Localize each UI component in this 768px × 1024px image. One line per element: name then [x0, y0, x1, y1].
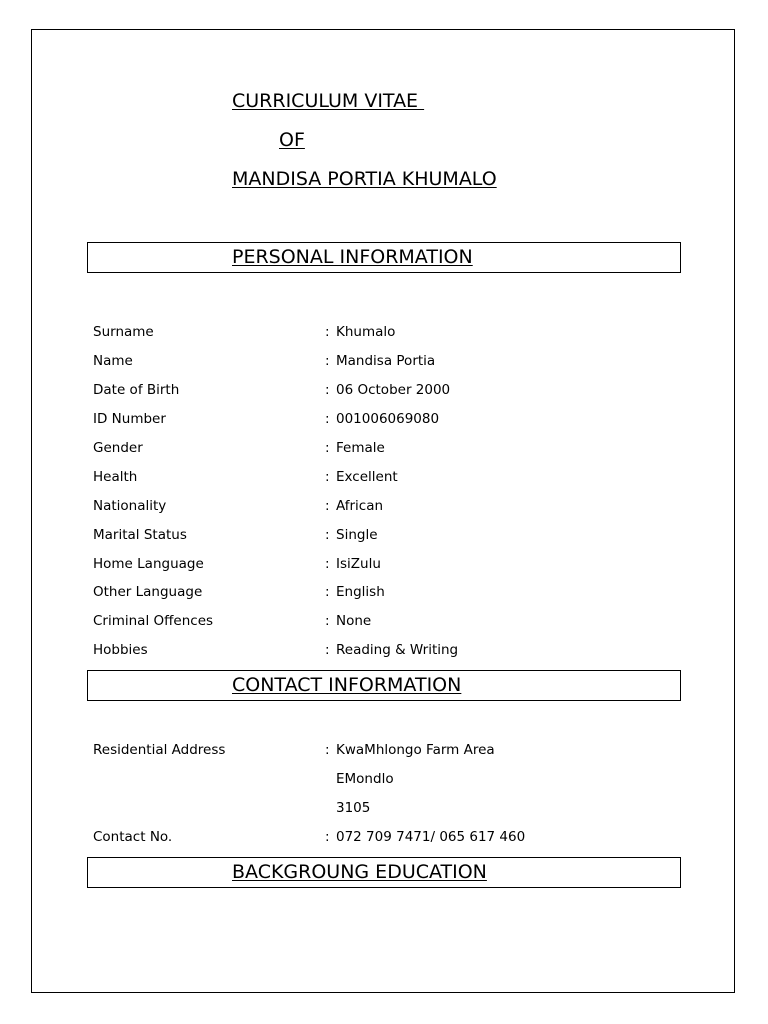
info-value: Female [336, 440, 385, 456]
info-separator: : [325, 498, 330, 514]
info-row-nationality [93, 496, 693, 516]
info-row-date-of-birth [93, 380, 693, 400]
info-value: Khumalo [336, 324, 396, 340]
info-separator: : [325, 469, 330, 485]
info-row-name [93, 351, 693, 371]
info-row-hobbies [93, 640, 693, 660]
info-label: Name [93, 353, 133, 369]
info-value: Single [336, 527, 378, 543]
info-row-surname [93, 322, 693, 342]
info-separator: : [325, 324, 330, 340]
info-label: Home Language [93, 556, 204, 572]
info-row-id-number [93, 409, 693, 429]
personal-information-heading: PERSONAL INFORMATION [232, 246, 473, 268]
contact-row-address-2 [93, 769, 693, 789]
personal-information-heading-box [87, 242, 681, 273]
contact-information-heading-box [87, 670, 681, 701]
info-row-criminal-offences [93, 611, 693, 631]
info-separator: : [325, 642, 330, 658]
info-value: IsiZulu [336, 556, 381, 572]
address-line: EMondlo [336, 771, 394, 787]
info-label: Date of Birth [93, 382, 180, 398]
info-row-home-language [93, 554, 693, 574]
info-separator: : [325, 440, 330, 456]
info-separator: : [325, 411, 330, 427]
info-label: Nationality [93, 498, 167, 514]
info-label: Marital Status [93, 527, 187, 543]
info-label: Criminal Offences [93, 613, 214, 629]
info-separator: : [325, 353, 330, 369]
contact-value: 072 709 7471/ 065 617 460 [336, 829, 526, 845]
info-value: 001006069080 [336, 411, 440, 427]
contact-label: Residential Address [93, 742, 226, 758]
education-heading-box [87, 857, 681, 888]
contact-information-heading: CONTACT INFORMATION [232, 674, 462, 696]
info-separator: : [325, 382, 330, 398]
info-label: ID Number [93, 411, 166, 427]
info-value: English [336, 584, 385, 600]
info-value: Mandisa Portia [336, 353, 436, 369]
info-label: Other Language [93, 584, 203, 600]
info-row-health [93, 467, 693, 487]
info-separator: : [325, 556, 330, 572]
info-label: Hobbies [93, 642, 148, 658]
contact-row-phone [93, 827, 693, 847]
info-label: Health [93, 469, 138, 485]
info-row-gender [93, 438, 693, 458]
info-label: Surname [93, 324, 154, 340]
contact-row-address-3 [93, 798, 693, 818]
info-value: Reading & Writing [336, 642, 459, 658]
cv-owner-name: MANDISA PORTIA KHUMALO [232, 168, 497, 190]
info-value: None [336, 613, 372, 629]
education-heading: BACKGROUNG EDUCATION [232, 861, 487, 883]
contact-row-address [93, 740, 693, 760]
info-value: African [336, 498, 384, 514]
info-label: Gender [93, 440, 143, 456]
cv-title: CURRICULUM VITAE [232, 90, 425, 112]
contact-label: Contact No. [93, 829, 173, 845]
info-value: 06 October 2000 [336, 382, 451, 398]
info-separator: : [325, 527, 330, 543]
address-line: 3105 [336, 800, 371, 816]
info-separator: : [325, 584, 330, 600]
info-value: Excellent [336, 469, 398, 485]
info-row-marital-status [93, 525, 693, 545]
info-separator: : [325, 613, 330, 629]
cv-title-of: OF [279, 129, 305, 151]
address-line: KwaMhlongo Farm Area [336, 742, 495, 758]
info-separator: : [325, 829, 330, 845]
info-row-other-language [93, 582, 693, 602]
info-separator: : [325, 742, 330, 758]
